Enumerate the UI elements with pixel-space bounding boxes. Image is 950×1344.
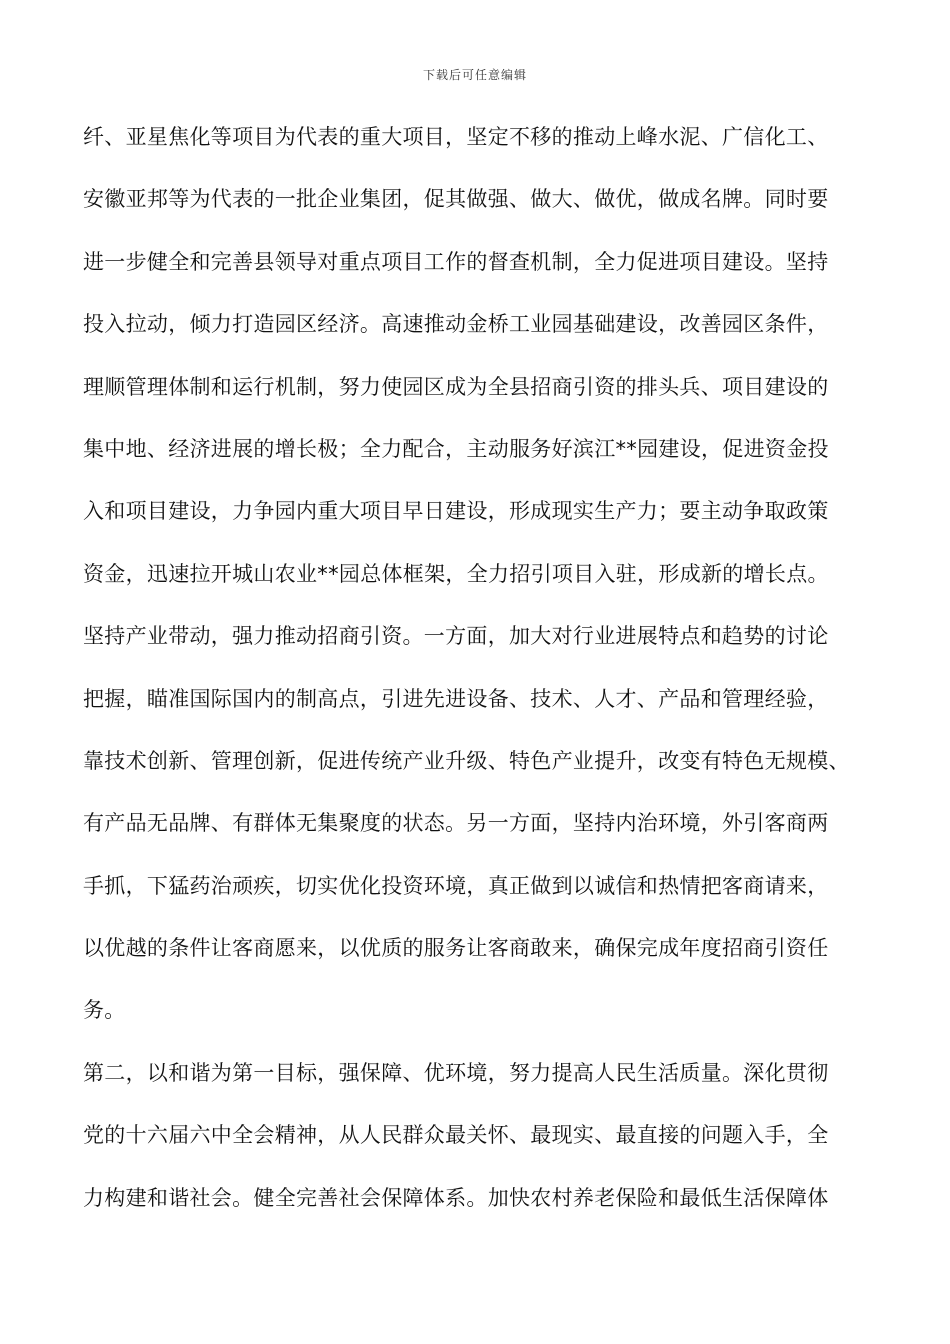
text-line: 手抓，下猛药治顽疾，切实优化投资环境，真正做到以诚信和热情把客商请来， bbox=[83, 873, 829, 898]
text-line: 党的十六届六中全会精神，从人民群众最关怀、最现实、最直接的问题入手，全 bbox=[83, 1123, 829, 1148]
text-line: 有产品无品牌、有群体无集聚度的状态。另一方面，坚持内治环境，外引客商两 bbox=[83, 811, 829, 836]
text-line: 以优越的条件让客商愿来，以优质的服务让客商敢来，确保完成年度招商引资任 bbox=[83, 936, 829, 961]
text-line: 集中地、经济进展的增长极；全力配合，主动服务好滨江**园建设，促进资金投 bbox=[83, 436, 829, 461]
text-line: 把握，瞄准国际国内的制高点，引进先进设备、技术、人才、产品和管理经验， bbox=[83, 686, 829, 711]
text-line: 靠技术创新、管理创新，促进传统产业升级、特色产业提升，改变有特色无规模、 bbox=[83, 748, 850, 773]
text-line: 第二，以和谐为第一目标，强保障、优环境，努力提高人民生活质量。深化贯彻 bbox=[83, 1060, 829, 1085]
text-line: 资金，迅速拉开城山农业**园总体框架，全力招引项目入驻，形成新的增长点。 bbox=[83, 561, 829, 586]
text-line: 投入拉动，倾力打造园区经济。高速推动金桥工业园基础建设，改善园区条件， bbox=[83, 312, 829, 337]
document-body bbox=[83, 114, 883, 1237]
download-note: 下载后可任意编辑 bbox=[422, 68, 527, 82]
text-line: 力构建和谐社会。健全完善社会保障体系。加快农村养老保险和最低生活保障体 bbox=[83, 1185, 829, 1210]
text-line: 安徽亚邦等为代表的一批企业集团，促其做强、做大、做优，做成名牌。同时要 bbox=[83, 187, 829, 212]
text-line: 进一步健全和完善县领导对重点项目工作的督查机制，全力促进项目建设。坚持 bbox=[83, 249, 829, 274]
text-line: 纤、亚星焦化等项目为代表的重大项目，坚定不移的推动上峰水泥、广信化工、 bbox=[83, 125, 829, 149]
text-line: 坚持产业带动，强力推动招商引资。一方面，加大对行业进展特点和趋势的讨论 bbox=[83, 624, 829, 649]
text-line: 入和项目建设，力争园内重大项目早日建设，形成现实生产力；要主动争取政策 bbox=[83, 499, 829, 524]
text-line: 理顺管理体制和运行机制，努力使园区成为全县招商引资的排头兵、项目建设的 bbox=[83, 374, 829, 399]
text-line: 务。 bbox=[83, 998, 126, 1023]
